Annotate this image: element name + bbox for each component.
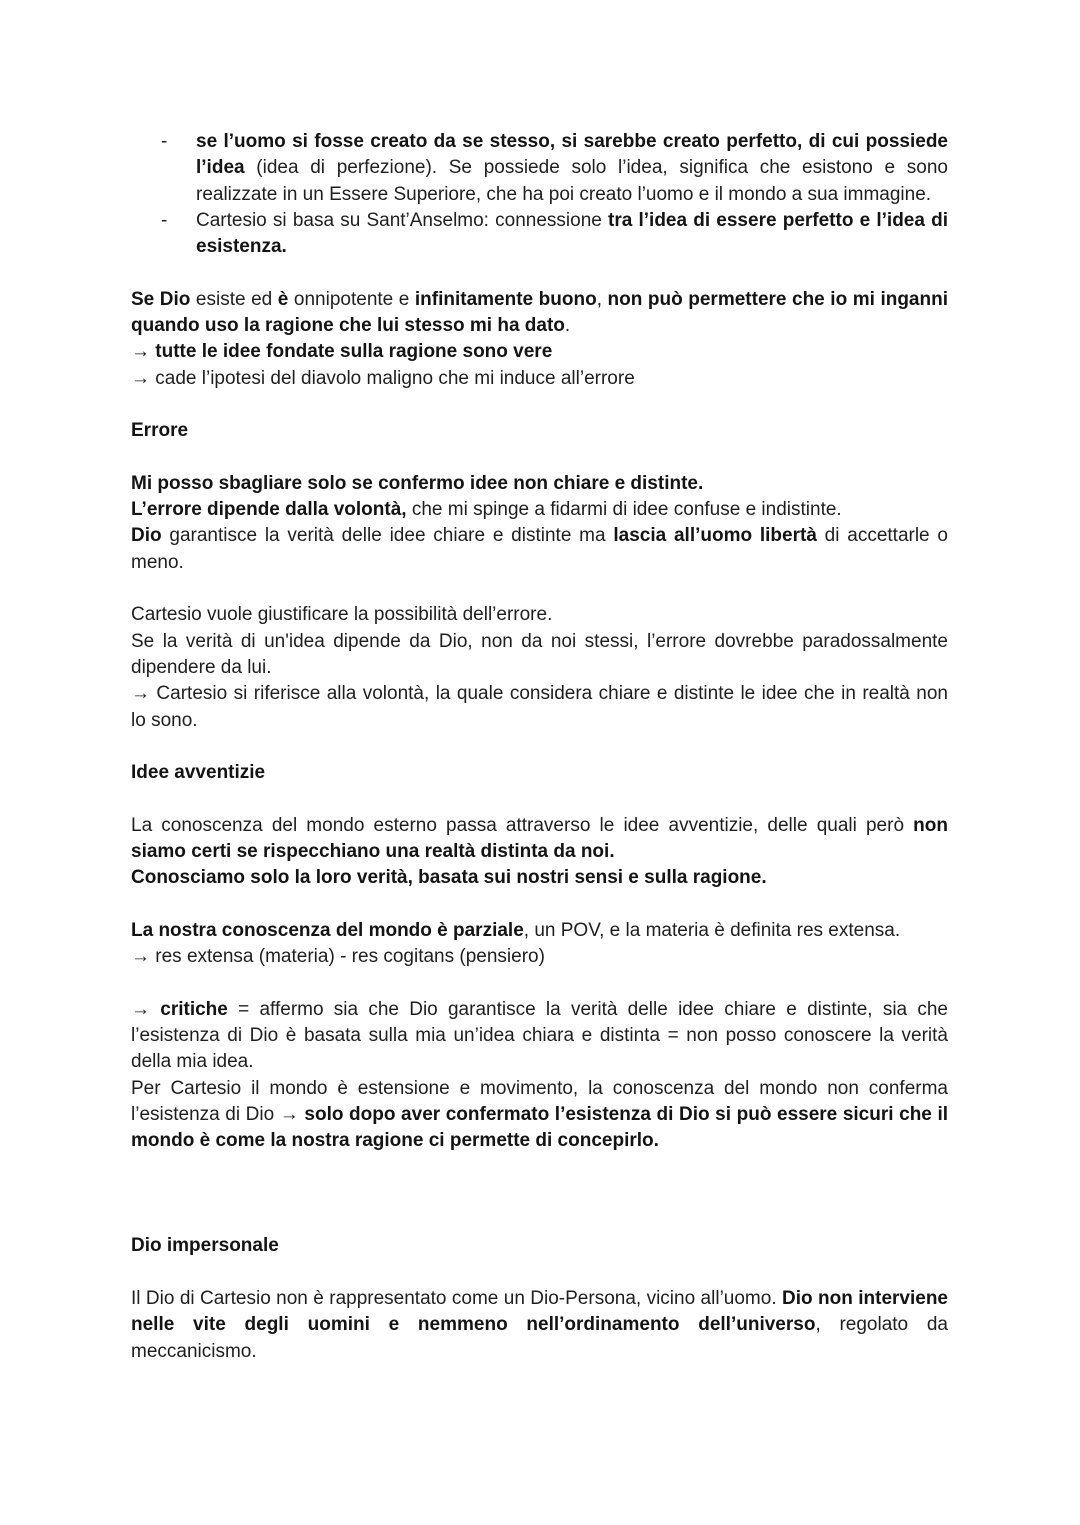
bullet-item [131, 208, 948, 261]
bullet-dash: - [161, 209, 168, 231]
bold-text: infinitamente buono [414, 288, 597, 310]
paragraph-critiche: → critiche = affermo sia che Dio garantisce la verità delle idee chiare e distinte, sia che l’esistenza di Dio è basata sulla mia un’idea chiara e distinta = non posso conoscere la verità della mia idea. [131, 998, 948, 1073]
section-heading-avventizie: Idee avventizie [131, 762, 266, 784]
paragraph-line: La nostra conoscenza del mondo è parziale, un POV, e la materia è definita res extensa. [131, 919, 901, 941]
body-text: (idea di perfezione). Se possiede solo l’idea, significa che esistono e sono realizzate in un Essere Superiore, che ha poi creato l’uomo e il mondo a sua immagine. [196, 157, 948, 205]
body-text: esiste ed [190, 288, 278, 310]
paragraph-line: Se la verità di un'idea dipende da Dio, non da noi stessi, l’errore dovrebbe paradossalmente dipendere da lui. [131, 630, 948, 678]
arrow-line: → Cartesio si riferisce alla volontà, la quale considera chiare e distinte le idee che in realtà non lo sono. [131, 683, 948, 731]
arrow-line: → tutte le idee fondate sulla ragione sono vere [131, 341, 553, 363]
bold-text: è [277, 288, 289, 310]
section-heading-errore: Errore [131, 420, 189, 442]
body-text: . [564, 315, 571, 337]
body-text: , [596, 288, 608, 310]
paragraph-dio [131, 287, 948, 340]
bold-text: tra l’idea di essere perfetto e l’idea di esistenza. [196, 209, 948, 258]
paragraph-avventizie: La conoscenza del mondo esterno passa attraverso le idee avventizie, delle quali però non siamo certi se rispecchiano una realtà distinta da noi. [131, 814, 948, 863]
bullet-item [131, 129, 948, 208]
bold-text: Se Dio [131, 288, 191, 310]
bold-line: Mi posso sbagliare solo se confermo idee non chiare e distinte. [131, 472, 704, 494]
section-heading-impersonale: Dio impersonale [131, 1235, 279, 1257]
bullet-dash: - [161, 131, 168, 152]
body-text: onnipotente e [288, 288, 415, 310]
paragraph-line: L’errore dipende dalla volontà, che mi spinge a fidarmi di idee confuse e indistinte. [131, 499, 842, 521]
arrow-line: → cade l’ipotesi del diavolo maligno che mi induce all’errore [131, 367, 635, 389]
paragraph-impersonale: Il Dio di Cartesio non è rappresentato come un Dio-Persona, vicino all’uomo. Dio non interviene nelle vite degli uomini e nemmeno nell’ordinamento dell’universo, regolato da meccanicismo. [131, 1288, 948, 1362]
arrow-line: → res extensa (materia) - res cogitans (pensiero) [131, 946, 545, 968]
bold-line: Conosciamo solo la loro verità, basata sui nostri sensi e sulla ragione. [131, 867, 767, 889]
paragraph-line: Dio garantisce la verità delle idee chiare e distinte ma lascia all’uomo libertà di accettarle o meno. [131, 525, 948, 573]
body-text: Cartesio si basa su Sant’Anselmo: connessione [196, 209, 609, 231]
bold-text: se l’uomo si fosse creato da se stesso, si sarebbe creato perfetto, di cui possiede l’idea [196, 131, 948, 179]
bold-text: non può permettere che io mi inganni quando uso la ragione che lui stesso mi ha dato [131, 288, 948, 337]
paragraph-line: Cartesio vuole giustificare la possibilità dell’errore. [131, 604, 553, 626]
paragraph-estensione: Per Cartesio il mondo è estensione e movimento, la conoscenza del mondo non conferma l’esistenza di Dio → solo dopo aver confermato l’esistenza di Dio si può essere sicuri che il mondo è come la nostra ragione ci permette di concepirlo. [131, 1077, 949, 1152]
document-page [131, 129, 948, 1365]
